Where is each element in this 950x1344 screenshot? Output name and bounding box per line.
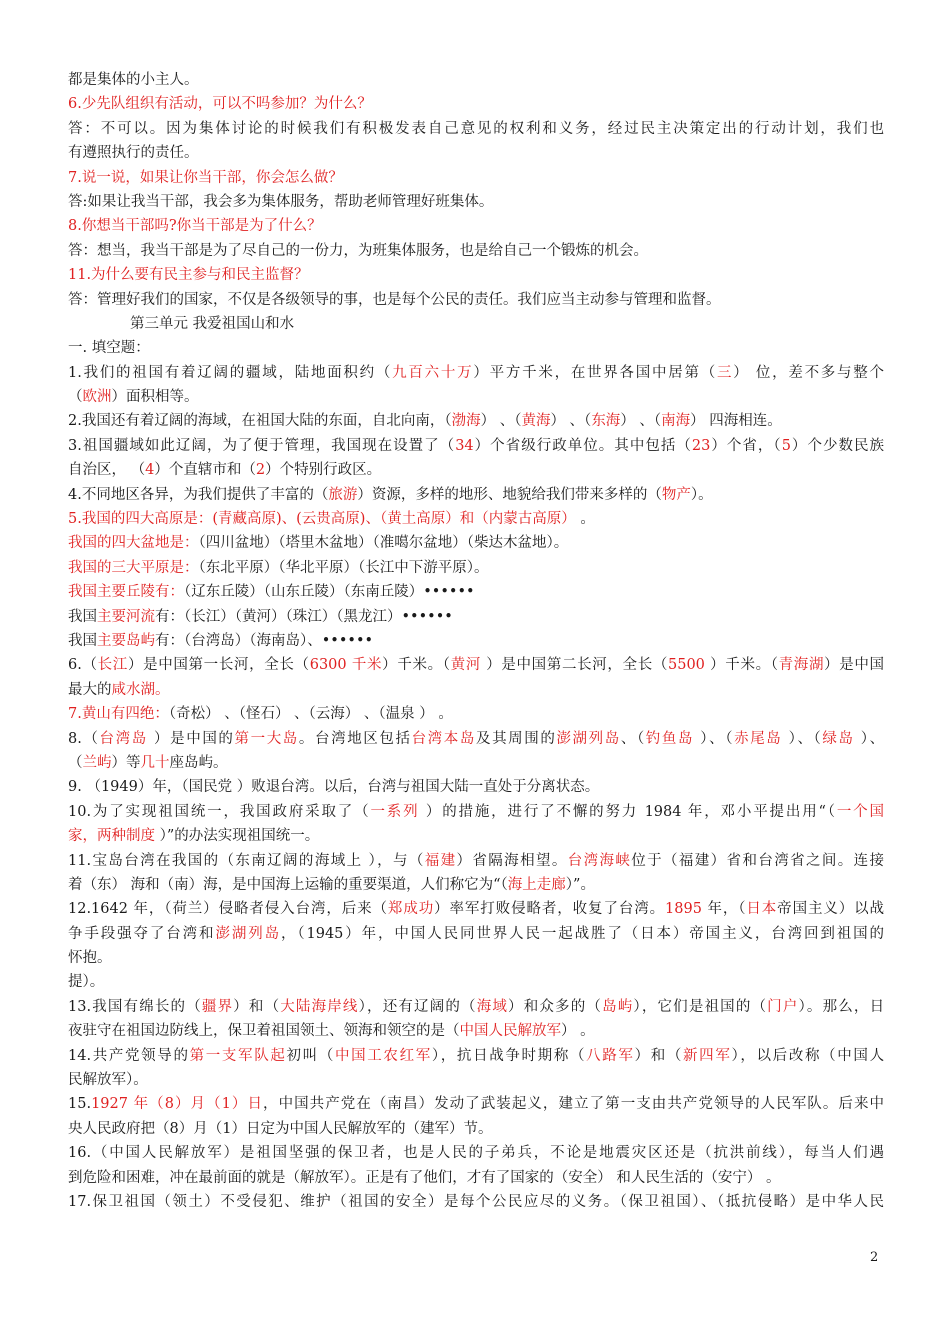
body-text: （ — [68, 389, 83, 406]
text-line — [68, 580, 884, 604]
body-text: ）个直辖市和（ — [154, 462, 256, 479]
highlight-text: 钓鱼岛 — [645, 730, 695, 747]
text-line — [68, 702, 884, 726]
text-line — [68, 263, 884, 287]
body-text: 自治区， （ — [68, 462, 146, 479]
highlight-text: 澎湖列岛 — [215, 925, 281, 942]
text-line — [68, 727, 884, 751]
document-page — [68, 68, 884, 1214]
body-text: 帝国主义）以战 — [777, 901, 885, 918]
body-text: 怀抱。 — [68, 950, 112, 967]
text-line — [68, 166, 884, 190]
text-line — [68, 239, 884, 263]
highlight-text: 海上走廊 — [507, 876, 566, 893]
highlight-text: 大陆海岸线 — [280, 998, 359, 1015]
text-line — [68, 531, 884, 555]
highlight-text: 主要岛屿 — [97, 632, 155, 649]
highlight-text: 海域 — [476, 998, 509, 1015]
body-text: 座岛屿。 — [169, 754, 228, 771]
highlight-text: 8.你想当干部吗?你当干部是为了什么？ — [68, 218, 322, 235]
text-line — [68, 1068, 884, 1092]
body-text: ）的措施，进行了不懈的努力 1984 年，邓小平提出用“（ — [419, 803, 837, 820]
body-text: 12.1642 年，（荷兰）侵略者侵入台湾，后来（ — [68, 901, 388, 918]
highlight-text: 台湾本岛 — [411, 730, 476, 747]
highlight-text: 台湾岛 — [99, 730, 148, 747]
body-text: ）。 — [690, 486, 713, 503]
body-text: ）是中国第一长河，全长（ — [127, 657, 310, 674]
text-line — [68, 141, 884, 165]
body-text: ） 位，差不多与整个 — [733, 364, 885, 381]
text-line — [68, 385, 884, 409]
body-text: 13.我国有绵长的（ — [68, 998, 202, 1015]
highlight-text: 东海 — [591, 413, 621, 430]
text-line — [68, 970, 884, 994]
body-text: 提）。 — [68, 974, 105, 991]
highlight-text: 欧洲 — [82, 389, 112, 406]
text-line — [68, 897, 884, 921]
body-text: 都是集体的小主人。 — [68, 72, 199, 88]
highlight-text: 几十 — [140, 754, 170, 771]
highlight-text: 八路军 — [586, 1047, 635, 1064]
text-line — [68, 1044, 884, 1068]
highlight-text: 一系列 — [370, 803, 420, 820]
text-line — [68, 775, 884, 799]
highlight-text: 第一大岛 — [234, 730, 299, 747]
text-line — [68, 1019, 884, 1043]
highlight-text: 2 — [255, 462, 266, 479]
text-line — [68, 483, 884, 507]
body-text: ）”。 — [565, 876, 595, 893]
body-text: ）是中国的 — [147, 730, 235, 747]
body-text: 。台湾地区包括 — [298, 730, 412, 747]
highlight-text: 我国主要丘陵有： — [68, 584, 184, 601]
body-text: ）率军打败侵略者，收复了台湾。 — [434, 901, 666, 918]
page-number: 2 — [870, 1250, 879, 1265]
body-text: 答：管理好我们的国家，不仅是各级领导的事，也是每个公民的责任。我们应当主动参与管理和监督。 — [68, 291, 721, 308]
text-line — [68, 751, 884, 775]
body-text: ）平方千米，在世界各国中居第（ — [473, 364, 717, 381]
body-text: 到危险和困难，冲在最前面的就是（解放军）。正是有了他们，才有了国家的（安全） 和人民生活的（安宁） 。 — [68, 1169, 781, 1186]
highlight-text: 三 — [717, 364, 734, 381]
body-text: ）面积相等。 — [111, 389, 199, 406]
highlight-text: 九百六十万 — [392, 364, 474, 381]
body-text: ，中国共产党在（南昌）发动了武装起义，建立了第一支由共产党领导的人民军队。后来中 — [263, 1096, 884, 1113]
text-line — [68, 605, 884, 629]
body-text: 央人民政府把（8）月（1）日定为中国人民解放军的（建军）节。 — [68, 1120, 493, 1137]
highlight-text: 旅游 — [328, 486, 358, 503]
body-text: （四川盆地）（塔里木盆地）（准噶尔盆地）（柴达木盆地）。 — [198, 535, 569, 552]
highlight-text: 渤海 — [451, 413, 481, 430]
body-text: ），抗日战争时期称（ — [431, 1047, 587, 1064]
body-text: 。 — [575, 511, 595, 528]
body-text: 9. （1949）年，（国民党 ）败退台湾。以后，台湾与祖国大陆一直处于分离状态。 — [68, 779, 600, 796]
body-text: 17.保卫祖国（领土）不受侵犯、维护（祖国的安全）是每个公民应尽的义务。（保卫祖国）、（抵抗侵略）是中华人民 — [68, 1193, 884, 1210]
highlight-text: 11.为什么要有民主参与和民主监督？ — [68, 267, 309, 284]
body-text: ）和（ — [233, 998, 281, 1015]
text-line — [68, 995, 884, 1019]
highlight-text: 34 — [455, 437, 474, 454]
body-text: ），以后改称（中国人 — [731, 1047, 885, 1064]
body-text: ）千米。（ — [704, 657, 779, 674]
highlight-text: 岛屿 — [602, 998, 634, 1015]
body-text: ）省隔海相望。 — [456, 852, 568, 869]
text-line — [68, 1190, 884, 1214]
body-text: 答：想当，我当干部是为了尽自己的一份力，为班集体服务，也是给自己一个锻炼的机会。 — [68, 242, 648, 259]
body-text: ）、 — [854, 730, 885, 747]
highlight-text: 郑成功 — [387, 901, 435, 918]
text-line — [68, 629, 884, 653]
text-line — [68, 190, 884, 214]
body-text: 答：不可以。因为集体讨论的时候我们有积极发表自己意见的权利和义务，经过民主决策定出的行动计划，我们也 — [68, 120, 884, 137]
body-text: 一. 填空题： — [68, 340, 150, 357]
highlight-text: 1895 — [665, 901, 702, 918]
body-text: ）。那么，日 — [798, 998, 885, 1015]
highlight-text: 4 — [145, 462, 155, 479]
highlight-text: 黄河 — [450, 657, 481, 674]
highlight-text: 5.我国的四大高原是：(青藏高原)、(云贵高原)、（黄土高原）和（内蒙古高原） — [68, 511, 576, 528]
body-text: 15. — [68, 1096, 92, 1113]
body-text: ）个省，（ — [710, 437, 782, 454]
highlight-text: 23 — [691, 437, 711, 454]
body-text: 最大的 — [68, 681, 112, 698]
body-text: 16.（中国人民解放军）是祖国坚强的保卫者，也是人民的子弟兵，不论是地震灾区还是（抗洪前线），每当人们遇 — [68, 1145, 884, 1162]
text-line — [68, 409, 884, 433]
body-text: （东北平原）（华北平原）（长江中下游平原）。 — [198, 559, 489, 576]
body-text: 有：（长江）（黄河）（珠江）（黑龙江）•••••• — [155, 608, 453, 625]
body-text: ） 、（ — [620, 413, 662, 430]
body-text: ）、（ — [782, 730, 823, 747]
body-text: ）个少数民族 — [790, 437, 885, 454]
text-line — [68, 1117, 884, 1141]
body-text: ）是中国第二长河，全长（ — [480, 657, 668, 674]
highlight-text: 一个国 — [836, 803, 884, 820]
text-line — [68, 1166, 884, 1190]
body-text: ）和（ — [634, 1047, 684, 1064]
text-line — [68, 678, 884, 702]
text-line — [68, 1092, 884, 1116]
highlight-text: 澎湖列岛 — [556, 730, 621, 747]
body-text: 11.宝岛台湾在我国的（东南辽阔的海域上 ），与（ — [68, 852, 425, 869]
body-text: 有：（台湾岛）（海南岛）、•••••• — [155, 632, 374, 649]
text-line — [68, 800, 884, 824]
body-text: 2.我国还有着辽阔的海域，在祖国大陆的东面，自北向南，（ — [68, 413, 452, 430]
highlight-text: 福建 — [424, 852, 457, 869]
text-line — [68, 556, 884, 580]
highlight-text: 赤尾岛 — [734, 730, 783, 747]
body-text: ），还有辽阔的（ — [358, 998, 477, 1015]
body-text: ，（1945）年，中国人民同世界人民一起战胜了（日本）帝国主义，台湾回到祖国的 — [280, 925, 885, 942]
text-line — [68, 312, 884, 336]
body-text: 我国 — [68, 632, 97, 649]
body-text: 1.我们的祖国有着辽阔的疆域，陆地面积约（ — [68, 364, 393, 381]
highlight-text: 7.说一说，如果让你当干部，你会怎么做？ — [68, 169, 343, 186]
body-text: ）千米。（ — [382, 657, 451, 674]
body-text: ） 、（ — [480, 413, 522, 430]
body-text: 我国 — [68, 608, 97, 625]
body-text: ）等 — [111, 754, 141, 771]
highlight-text: 6300 千米 — [309, 657, 383, 674]
body-text: （ — [68, 754, 83, 771]
highlight-text: 5500 — [668, 657, 705, 674]
body-text: ）个特别行政区。 — [265, 462, 382, 479]
highlight-text: 台湾海峡 — [567, 852, 632, 869]
highlight-text: 家，两种制度 — [68, 828, 155, 845]
highlight-text: 7.黄山有四绝： — [68, 706, 169, 723]
highlight-text: 日本 — [746, 901, 778, 918]
body-text: 答:如果让我当干部，我会多为集体服务，帮助老师管理好班集体。 — [68, 193, 494, 210]
body-text: ）、（ — [694, 730, 735, 747]
text-line — [68, 922, 884, 946]
text-line — [68, 1141, 884, 1165]
body-text: 争手段强夺了台湾和 — [68, 925, 216, 942]
text-line — [68, 458, 884, 482]
body-text: ）个省级行政单位。其中包括（ — [473, 437, 692, 454]
highlight-text: 黄海 — [521, 413, 551, 430]
body-text: 8.（ — [68, 730, 100, 747]
body-text: 民解放军）。 — [68, 1072, 148, 1089]
body-text: ）资源，多样的地形、地貌给我们带来多样的（ — [357, 486, 662, 503]
body-text: 有遵照执行的责任。 — [68, 145, 199, 162]
text-line — [68, 68, 884, 92]
body-text: 及其周围的 — [475, 730, 557, 747]
body-text: ） 、（ — [550, 413, 592, 430]
text-line — [68, 336, 884, 360]
highlight-text: 中国人民解放军 — [459, 1023, 561, 1040]
text-line — [68, 361, 884, 385]
highlight-text: 绿岛 — [822, 730, 855, 747]
body-text: 、（ — [620, 730, 646, 747]
highlight-text: 兰屿 — [82, 754, 112, 771]
body-text: 着（东） 海和（南）海，是中国海上运输的重要渠道，人们称它为“（ — [68, 876, 508, 893]
body-text: （辽东丘陵）（山东丘陵）（东南丘陵）•••••• — [184, 584, 475, 601]
body-text: （奇松） 、（怪石） 、（云海） 、（温泉 ） 。 — [168, 706, 453, 723]
body-text: 6.（ — [68, 657, 98, 674]
body-text: ），它们是祖国的（ — [633, 998, 768, 1015]
highlight-text: 我国的三大平原是： — [68, 559, 199, 576]
body-text: 4.不同地区各异，为我们提供了丰富的（ — [68, 486, 329, 503]
highlight-text: 主要河流 — [97, 608, 155, 625]
text-line — [68, 214, 884, 238]
highlight-text: 5 — [781, 437, 791, 454]
text-line — [68, 946, 884, 970]
highlight-text: 南海 — [661, 413, 691, 430]
body-text: ） 。 — [561, 1023, 595, 1040]
body-text: 第三单元 我爱祖国山和水 — [130, 315, 295, 332]
highlight-text: 中国工农红军 — [334, 1047, 432, 1064]
highlight-text: 新四军 — [683, 1047, 732, 1064]
highlight-text: 疆界 — [201, 998, 234, 1015]
text-line — [68, 288, 884, 312]
body-text: ） 四海相连。 — [690, 413, 782, 430]
body-text: 位于（福建）省和台湾省之间。连接 — [631, 852, 885, 869]
highlight-text: 物产 — [661, 486, 691, 503]
highlight-text: 咸水湖。 — [111, 681, 170, 698]
text-line — [68, 873, 884, 897]
body-text: 10.为了实现祖国统一，我国政府采取了（ — [68, 803, 371, 820]
highlight-text: 1927 年（8）月（1）日 — [91, 1096, 264, 1113]
highlight-text: 长江 — [97, 657, 128, 674]
body-text: ）和众多的（ — [508, 998, 603, 1015]
body-text: ）”的办法实现祖国统一。 — [155, 828, 320, 845]
body-text: 年，（ — [701, 901, 747, 918]
body-text: 3.祖国疆域如此辽阔，为了便于管理，我国现在设置了（ — [68, 437, 456, 454]
text-line — [68, 507, 884, 531]
text-line — [68, 849, 884, 873]
text-line — [68, 824, 884, 848]
text-line — [68, 653, 884, 677]
text-line — [68, 117, 884, 141]
body-text: 夜驻守在祖国边防线上，保卫着祖国领土、领海和领空的是（ — [68, 1023, 460, 1040]
body-text: ）是中国 — [824, 657, 885, 674]
highlight-text: 门户 — [767, 998, 799, 1015]
body-text: 初叫（ — [286, 1047, 335, 1064]
highlight-text: 我国的四大盆地是： — [68, 535, 199, 552]
text-line — [68, 434, 884, 458]
highlight-text: 青海湖 — [778, 657, 825, 674]
body-text: 14.共产党领导的 — [68, 1047, 190, 1064]
highlight-text: 第一支军队起 — [189, 1047, 287, 1064]
text-line — [68, 92, 884, 116]
highlight-text: 6.少先队组织有活动，可以不吗参加？为什么？ — [68, 96, 372, 113]
